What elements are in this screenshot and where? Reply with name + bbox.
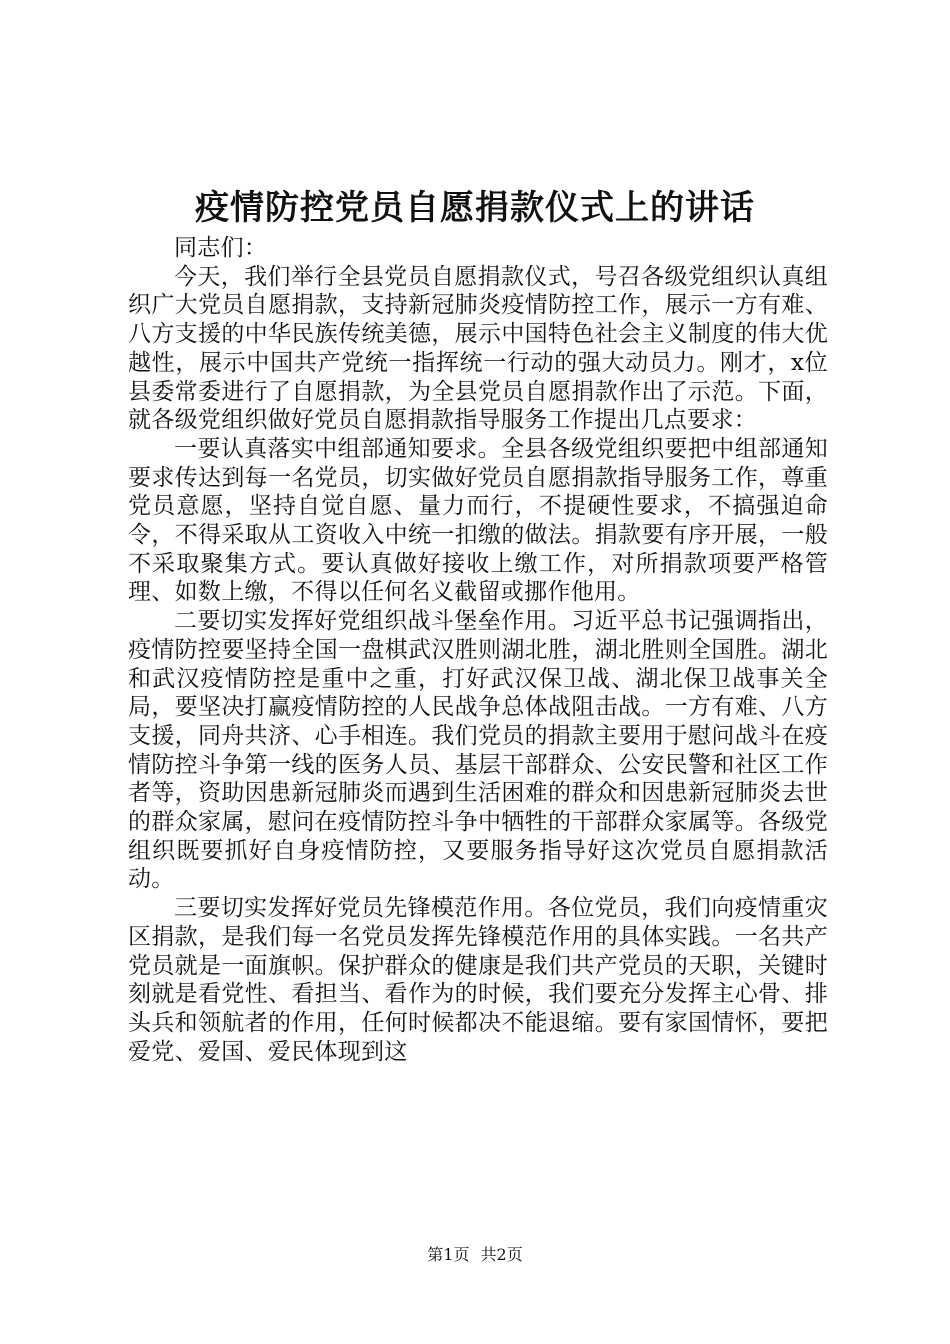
- paragraph-requirement-one: 一要认真落实中组部通知要求。全县各级党组织要把中组部通知要求传达到每一名党员，切实做好党员自愿捐款指导服务工作，尊重党员意愿，坚持自觉自愿、量力而行，不提硬性要求，不搞强迫命令，不得采取从工资收入中统一扣缴的做法。捐款要有序开展，一般不采取聚集方式。要认真做好接收上缴工作，对所捐款项要严格管理、如数上缴，不得以任何名义截留或挪作他用。: [128, 435, 828, 606]
- paragraph-requirement-two: 二要切实发挥好党组织战斗堡垒作用。习近平总书记强调指出，疫情防控要坚持全国一盘棋武汉胜则湖北胜，湖北胜则全国胜。湖北和武汉疫情防控是重中之重，打好武汉保卫战、湖北保卫战事关全局，要坚决打赢疫情防控的人民战争总体战阻击战。一方有难、八方支援，同舟共济、心手相连。我们党员的捐款主要用于慰问战斗在疫情防控斗争第一线的医务人员、基层干部群众、公安民警和社区工作者等，资助因患新冠肺炎而遇到生活困难的群众和因患新冠肺炎去世的群众家属，慰问在疫情防控斗争中牺牲的干部群众家属等。各级党组织既要抓好自身疫情防控，又要服务指导好这次党员自愿捐款活动。: [128, 608, 828, 893]
- salutation: 同志们：: [174, 235, 268, 261]
- paragraph-intro: 今天，我们举行全县党员自愿捐款仪式，号召各级党组织认真组织广大党员自愿捐款，支持新冠肺炎疫情防控工作，展示一方有难、八方支援的中华民族传统美德，展示中国特色社会主义制度的伟大优越性，展示中国共产党统一指挥统一行动的强大动员力。刚才，x位县委常委进行了自愿捐款，为全县党员自愿捐款作出了示范。下面，就各级党组织做好党员自愿捐款指导服务工作提出几点要求：: [128, 263, 828, 434]
- paragraph-requirement-three: 三要切实发挥好党员先锋模范作用。各位党员，我们向疫情重灾区捐款，是我们每一名党员发挥先锋模范作用的具体实践。一名共产党员就是一面旗帜。保护群众的健康是我们共产党员的天职，关键时刻就是看党性、看担当、看作为的时候，我们要充分发挥主心骨、排头兵和领航者的作用，任何时候都决不能退缩。要有家国情怀，要把爱党、爱国、爱民体现到这: [128, 895, 828, 1065]
- page-number: 第1页: [427, 1245, 470, 1264]
- document-title: 疫情防控党员自愿捐款仪式上的讲话: [195, 188, 755, 228]
- page-footer: [0, 1245, 950, 1265]
- page-total: 共2页: [480, 1245, 523, 1264]
- document-body: [128, 234, 828, 1066]
